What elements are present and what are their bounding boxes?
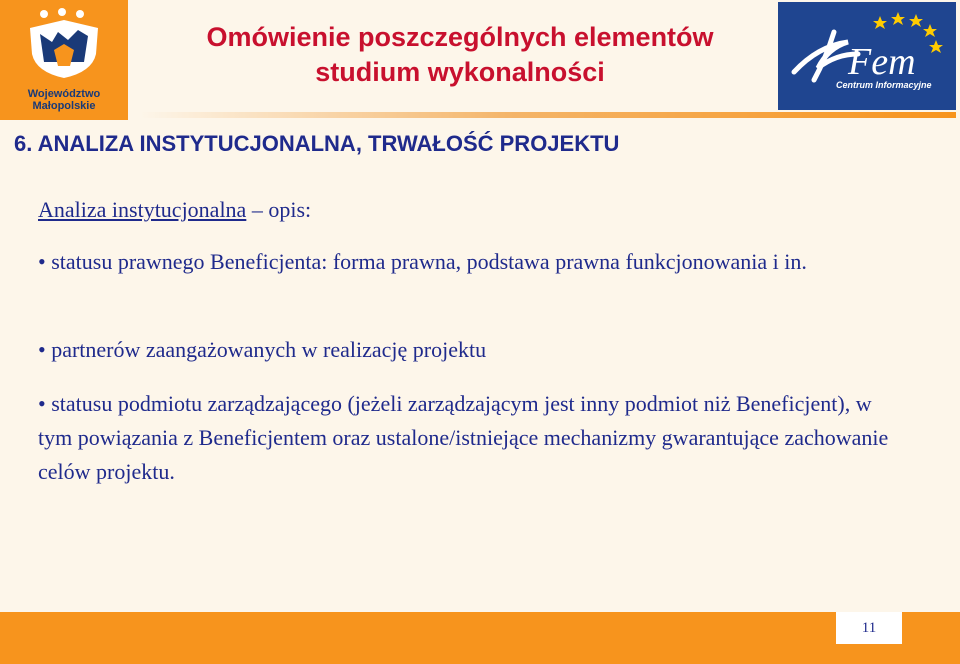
eu-stars-icon xyxy=(778,2,956,110)
page-number: 11 xyxy=(836,612,902,644)
logo-left-line1: Województwo xyxy=(27,88,101,100)
logo-left-line2: Małopolskie xyxy=(32,100,96,112)
header-divider-stripe xyxy=(140,112,956,118)
section-title: 6. ANALIZA INSTYTUCJONALNA, TRWAŁOŚĆ PROJEKTU xyxy=(14,131,620,156)
bullet-glyph: • xyxy=(38,337,46,362)
bullet-item-1 xyxy=(38,245,898,279)
page-title xyxy=(150,20,770,90)
fem-subtitle: Centrum Informacyjne xyxy=(836,80,932,90)
wojewodztwo-malopolskie-logo xyxy=(0,0,128,120)
subheading-underlined: Analiza instytucjonalna xyxy=(38,197,247,222)
fem-brand-text: Fem xyxy=(848,41,916,83)
subheading-rest: – opis: xyxy=(246,197,312,222)
malopolska-crest-icon xyxy=(18,6,110,84)
footer-bar xyxy=(0,612,960,664)
bullet-text-1: statusu prawnego Beneficjenta: forma prawna, podstawa prawna funkcjonowania i in. xyxy=(51,249,807,274)
bullet-text-2: partnerów zaangażowanych w realizację projektu xyxy=(51,337,487,362)
subheading xyxy=(38,197,311,223)
bullet-item-2 xyxy=(38,333,898,367)
page-title-line2: studium wykonalności xyxy=(315,57,605,87)
bullet-glyph: • xyxy=(38,249,46,274)
page-title-line1: Omówienie poszczególnych elementów xyxy=(206,22,714,52)
bullet-glyph: • xyxy=(38,391,46,416)
bullet-item-3 xyxy=(38,387,898,489)
bullet-text-3: statusu podmiotu zarządzającego (jeżeli zarządzającym jest inny podmiot niż Beneficjent), w tym powiązania z Beneficjentem oraz ustalone/istniejące mechanizmy gwarantujące zachowanie celów projektu. xyxy=(38,391,889,484)
fem-centrum-informacyjne-logo xyxy=(778,2,956,110)
